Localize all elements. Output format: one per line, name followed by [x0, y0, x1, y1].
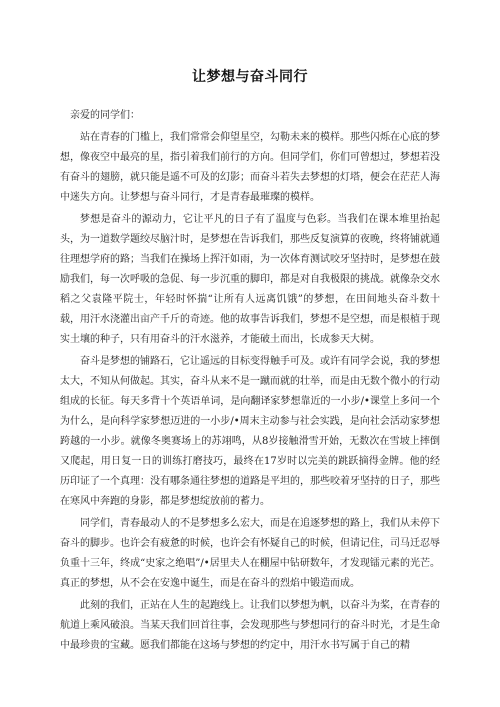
page-title: 让梦想与奋斗同行	[192, 69, 308, 85]
paragraph-5: 此刻的我们，正站在人生的起跑线上。让我们以梦想为帆，以奋斗为桨，在青春的航道上乘风破浪。当某天我们回首往事，会发现那些与梦想同行的奋斗时光，才是生命中最珍贵的宝藏。愿我们都能在这场与梦想的约定中，用汗水书写属于自己的精	[60, 600, 440, 651]
paragraph-3: 奋斗是梦想的铺路石，它让遥远的目标变得触手可及。或许有同学会说，我的梦想太大，不知从何做起。其实，奋斗从来不是一蹴而就的壮举，而是由无数个微小的行动组成的长征。每天多背十个英语单词，是向翻译家梦想靠近的一小步/•课堂上多问一个为什么，是向科学家梦想迈进的一小步/•周末主动参与社会实践，是向社会活动家梦想跨越的一小步。就像冬奥赛场上的苏翊鸣，从8岁接触滑雪开始，无数次在雪坡上摔倒又爬起，用日复一日的训练打磨技巧，最终在17岁时以完美的跳跃摘得金牌。他的经历印证了一个真理：没有哪条通往梦想的道路是平坦的，那些咬着牙坚持的日子，那些在寒风中奔跑的身影，都是梦想绽放前的蓄力。	[60, 356, 440, 507]
paragraph-1: 站在青春的门槛上，我们常常会仰望星空，勾勒未来的模样。那些闪烁在心底的梦想，像夜空中最亮的星，指引着我们前行的方向。但同学们，你们可曾想过，梦想若没有奋斗的翅膀，就只能是遥不可及的幻影；而奋斗若失去梦想的灯塔，便会在茫茫人海中迷失方向。让梦想与奋斗同行，才是青春最璀璨的模样。	[60, 132, 440, 203]
paragraph-2: 梦想是奋斗的源动力，它让平凡的日子有了温度与色彩。当我们在课本堆里抬起头，为一道数学题绞尽脑汁时，是梦想在告诉我们，那些反复演算的夜晚，终将铺就通往理想学府的路；当我们在操场上挥汗如雨，为一次体育测试咬牙坚持时，是梦想在鼓励我们，每一次呼吸的急促、每一步沉重的脚印，都是对自我极限的挑战。就像杂交水稻之父袁隆平院士，年轻时怀揣“让所有人远离饥饿”的梦想，在田间地头奋斗数十载，用汗水浇灌出亩产千斤的奇迹。他的故事告诉我们，梦想不是空想，而是根植于现实土壤的种子，只有用奋斗的汗水滋养，才能破土而出，长成参天大树。	[60, 214, 440, 345]
salutation: 亲爱的同学们：	[70, 110, 140, 121]
paragraph-4: 同学们，青春最动人的不是梦想多么宏大，而是在追逐梦想的路上，我们从未停下奋斗的脚步。也许会有疲惫的时候，也许会有怀疑自己的时候，但请记住，司马迁忍辱负重十三年，终成“史家之绝唱”/•居里夫人在棚屋中钻研数年，才发现镭元素的光芒。真正的梦想，从不会在安逸中诞生，而是在奋斗的烈焰中锻造而成。	[60, 518, 440, 589]
